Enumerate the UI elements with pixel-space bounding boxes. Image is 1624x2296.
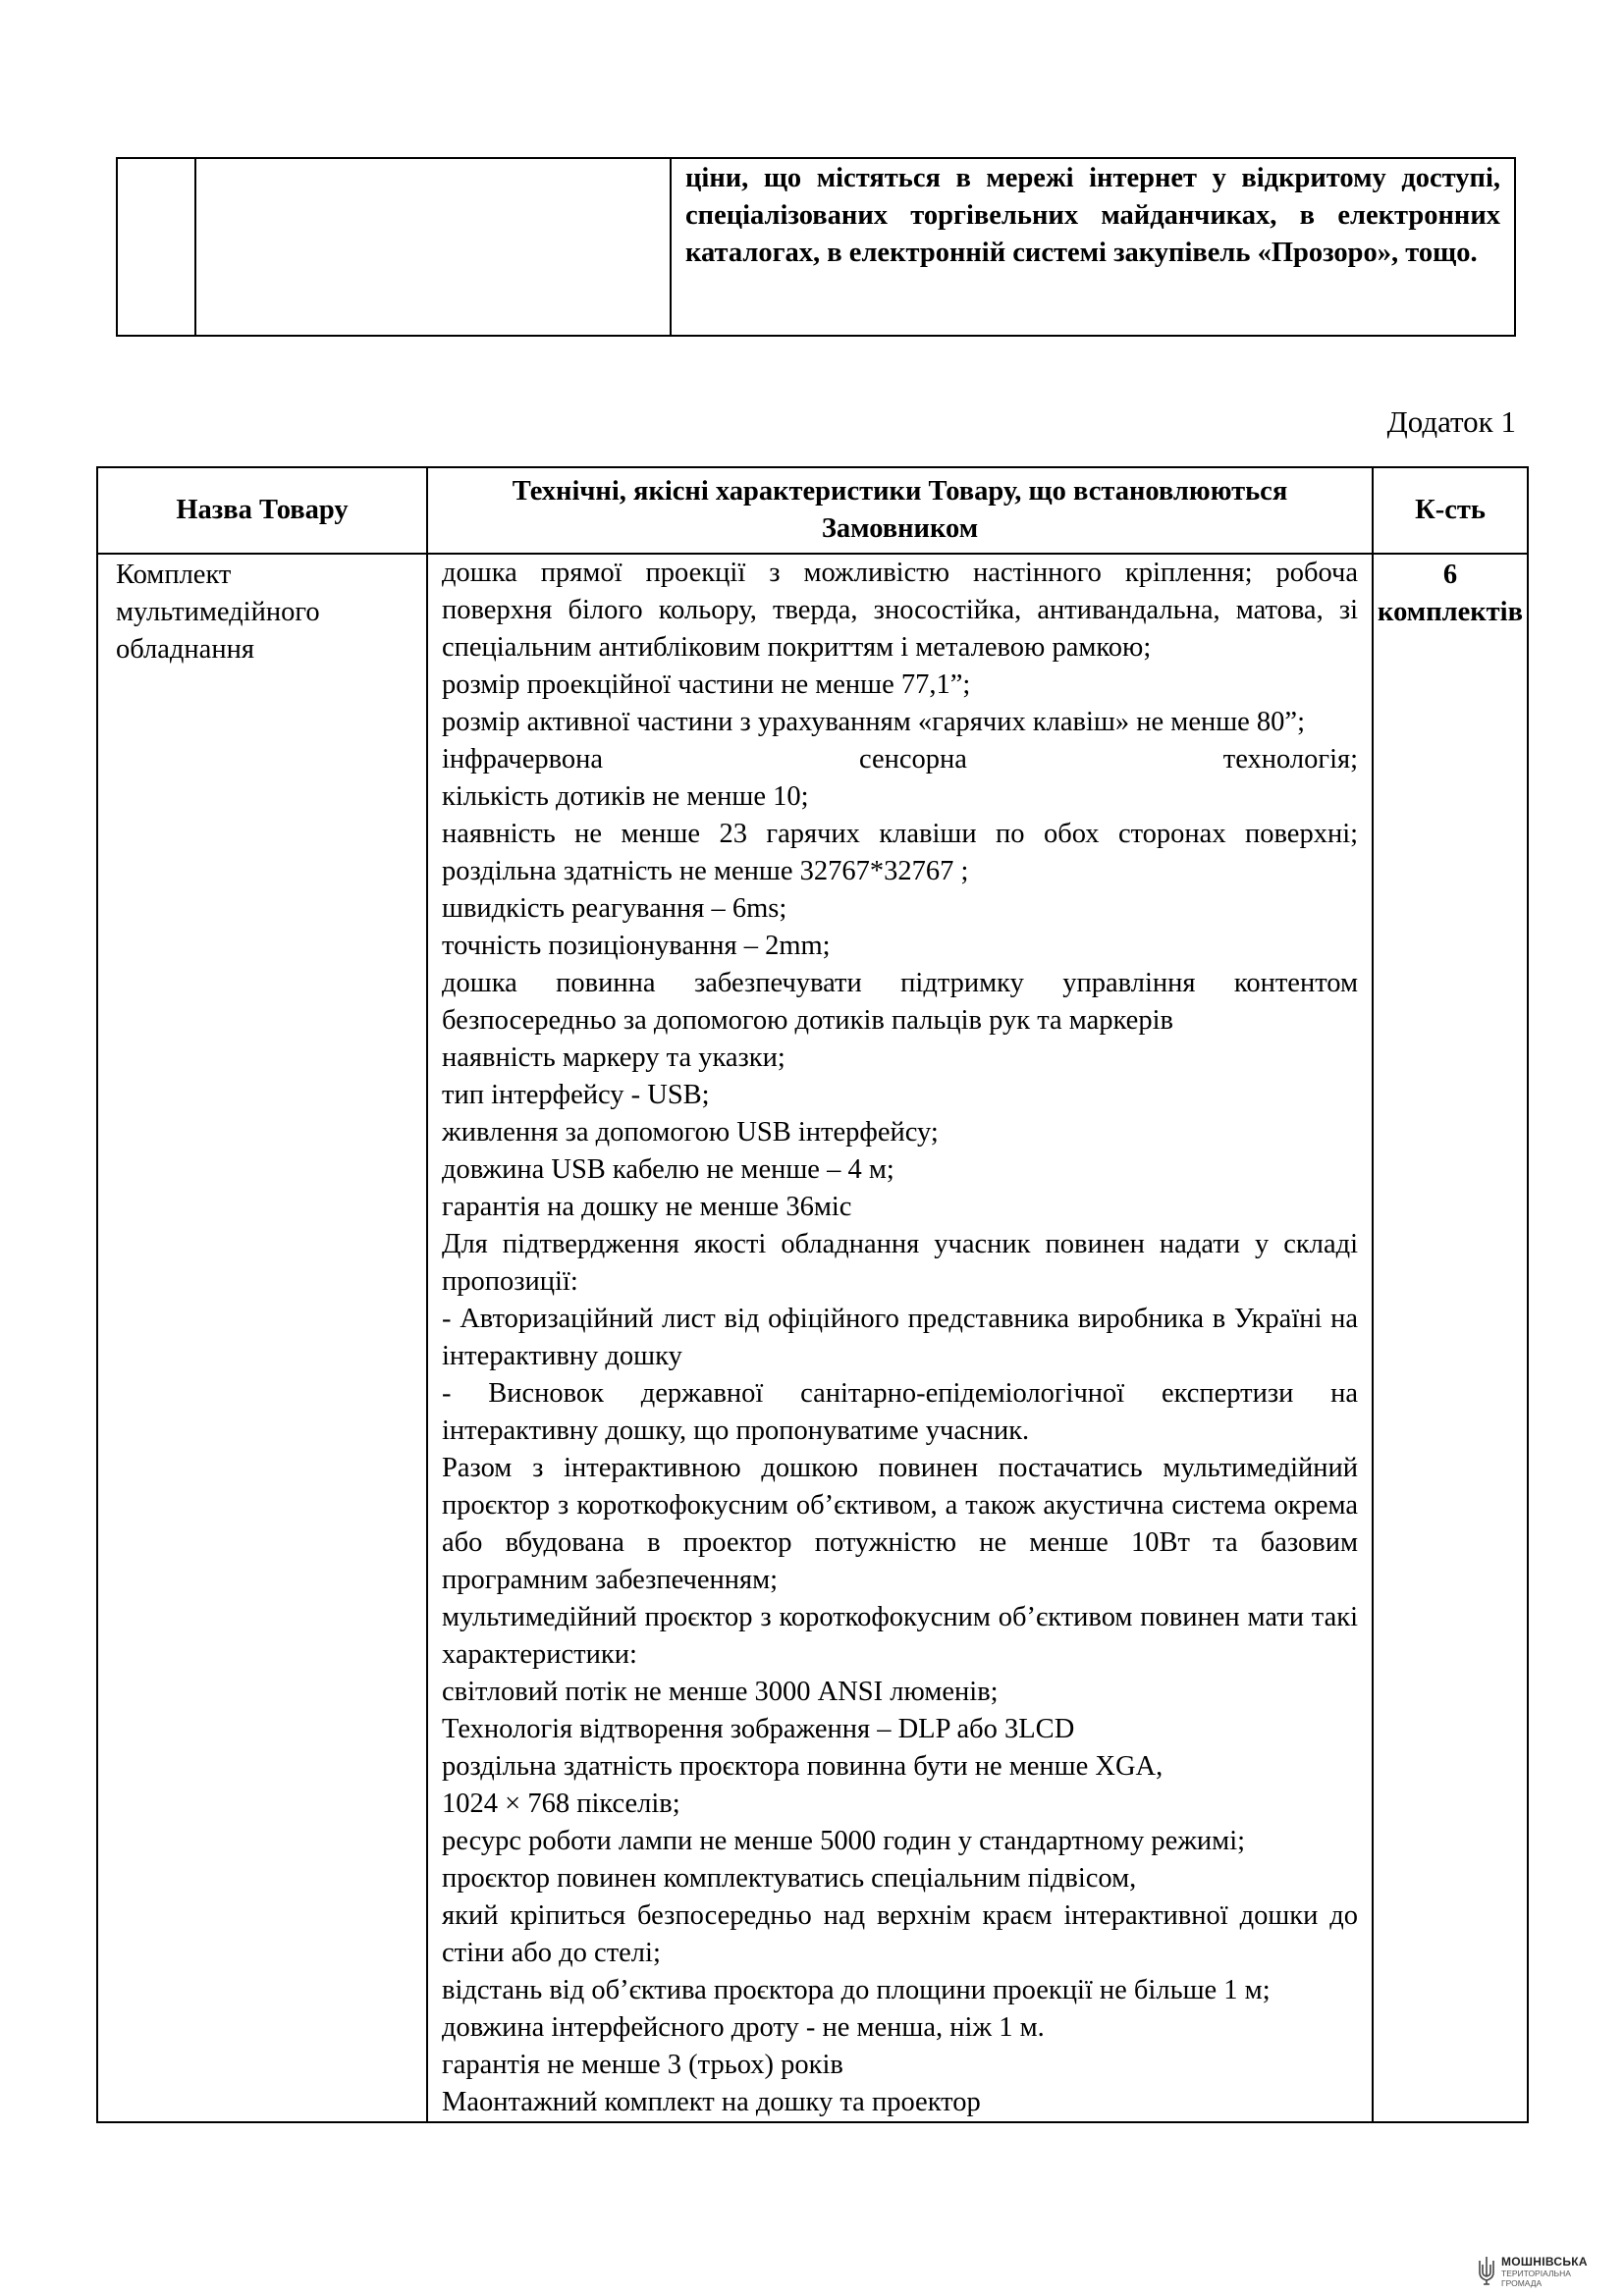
- spec-line: швидкість реагування – 6ms;: [442, 893, 787, 924]
- product-specs: [427, 554, 1373, 2122]
- header-row: [97, 467, 1528, 554]
- spec-line: кількість дотиків не менше 10;: [442, 781, 809, 812]
- appendix-label: Додаток 1: [1386, 404, 1516, 439]
- continuation-text: ціни, що містяться в мережі інтернет у відкритому доступі, спеціалізованих торгівельних майданчиках, в електронних каталогах, в електронній системі закупівель «Прозоро», тощо.: [685, 163, 1500, 268]
- trident-icon: [1476, 2255, 1497, 2286]
- spec-line: Маонтажний комплект на дошку та проектор: [442, 2087, 981, 2117]
- spec-line: 1024 × 768 пікселів;: [442, 1789, 680, 1819]
- community-logo: [1476, 2255, 1588, 2290]
- spec-line: інфрачервона сенсорна технологія;: [442, 744, 1359, 774]
- spec-line: довжина інтерфейсного дроту - не менша, ніж 1 м.: [442, 2012, 1045, 2043]
- table-row: [97, 554, 1528, 2122]
- spec-line: розмір активної частини з урахуванням «гарячих клавіш» не менше 80”;: [442, 707, 1306, 737]
- continuation-table: [116, 157, 1516, 337]
- spec-line: гарантія не менше 3 (трьох) років: [442, 2050, 843, 2080]
- spec-line: роздільна здатність проєктора повинна бути не менше XGA,: [442, 1751, 1164, 1782]
- spec-line: живлення за допомогою USB інтерфейсу;: [442, 1117, 939, 1148]
- spec-line: наявність маркеру та указки;: [442, 1042, 785, 1073]
- header-specs: Технічні, якісні характеристики Товару, що встановлюються Замовником: [427, 467, 1373, 554]
- spec-line: розмір проекційної частини не менше 77,1”;: [442, 669, 971, 700]
- spec-line: який кріпиться безпосередньо над верхнім краєм інтерактивної дошки до стіни або до стелі;: [442, 1900, 1359, 1968]
- spec-table: [96, 466, 1529, 2123]
- empty-cell: [117, 158, 195, 336]
- spec-line: - Авторизаційний лист від офіційного представника виробника в Україні на інтерактивну дошку: [442, 1304, 1359, 1371]
- spec-line: гарантія на дошку не менше 36міс: [442, 1192, 852, 1222]
- spec-line: мультимедійний проєктор з короткофокусним об’єктивом повинен мати такі характеристики:: [442, 1602, 1359, 1670]
- spec-line: світловий потік не менше 3000 ANSI люменів;: [442, 1677, 999, 1707]
- logo-title: МОШНІВСЬКА: [1501, 2255, 1588, 2269]
- empty-cell: [195, 158, 671, 336]
- product-name: Комплект мультимедійного обладнання: [97, 554, 427, 2122]
- header-name: Назва Товару: [97, 467, 427, 554]
- spec-line: наявність не менше 23 гарячих клавіши по обох сторонах поверхні;: [442, 819, 1359, 849]
- spec-line: точність позиціонування – 2mm;: [442, 931, 831, 961]
- logo-subtitle-line: ТЕРИТОРІАЛЬНА: [1501, 2269, 1571, 2278]
- spec-line: Для підтвердження якості обладнання учасник повинен надати у складі пропозиції:: [442, 1229, 1359, 1297]
- spec-line: відстань від об’єктива проєктора до площини проекції не більше 1 м;: [442, 1975, 1271, 2005]
- spec-line: Технологія відтворення зображення – DLP або 3LCD: [442, 1714, 1075, 1744]
- table-row: [117, 158, 1515, 336]
- spec-line: - Висновок державної санітарно-епідеміологічної експертизи на інтерактивну дошку, що пропонуватиме учасник.: [442, 1378, 1359, 1446]
- spec-line: роздільна здатність не менше 32767*32767 ;: [442, 856, 969, 886]
- spec-line: довжина USB кабелю не менше – 4 м;: [442, 1154, 894, 1185]
- spec-line: дошка прямої проекції з можливістю настінного кріплення; робоча поверхня білого кольору, тверда, зносостійка, антивандальна, матова, зі спеціальним антибліковим покриттям і металевою рамкою;: [442, 558, 1359, 663]
- spec-line: Разом з інтерактивною дошкою повинен постачатись мультимедійний проєктор з короткофокусним об’єктивом, а також акустична система окрема або вбудована в проектор потужністю не менше 10Вт та базовим програмним забезпеченням;: [442, 1453, 1359, 1595]
- spec-line: тип інтерфейсу - USB;: [442, 1080, 710, 1110]
- spec-line: проєктор повинен комплектуватись спеціальним підвісом,: [442, 1863, 1137, 1894]
- header-qty: К-сть: [1373, 467, 1528, 554]
- spec-line: ресурс роботи лампи не менше 5000 годин у стандартному режимі;: [442, 1826, 1246, 1856]
- spec-line: дошка повинна забезпечувати підтримку управління контентом безпосередньо за допомогою дотиків пальців рук та маркерів: [442, 968, 1359, 1036]
- continuation-cell: [671, 158, 1515, 336]
- logo-subtitle-line: ГРОМАДА: [1501, 2278, 1543, 2288]
- product-quantity: 6 комплектів: [1373, 554, 1528, 2122]
